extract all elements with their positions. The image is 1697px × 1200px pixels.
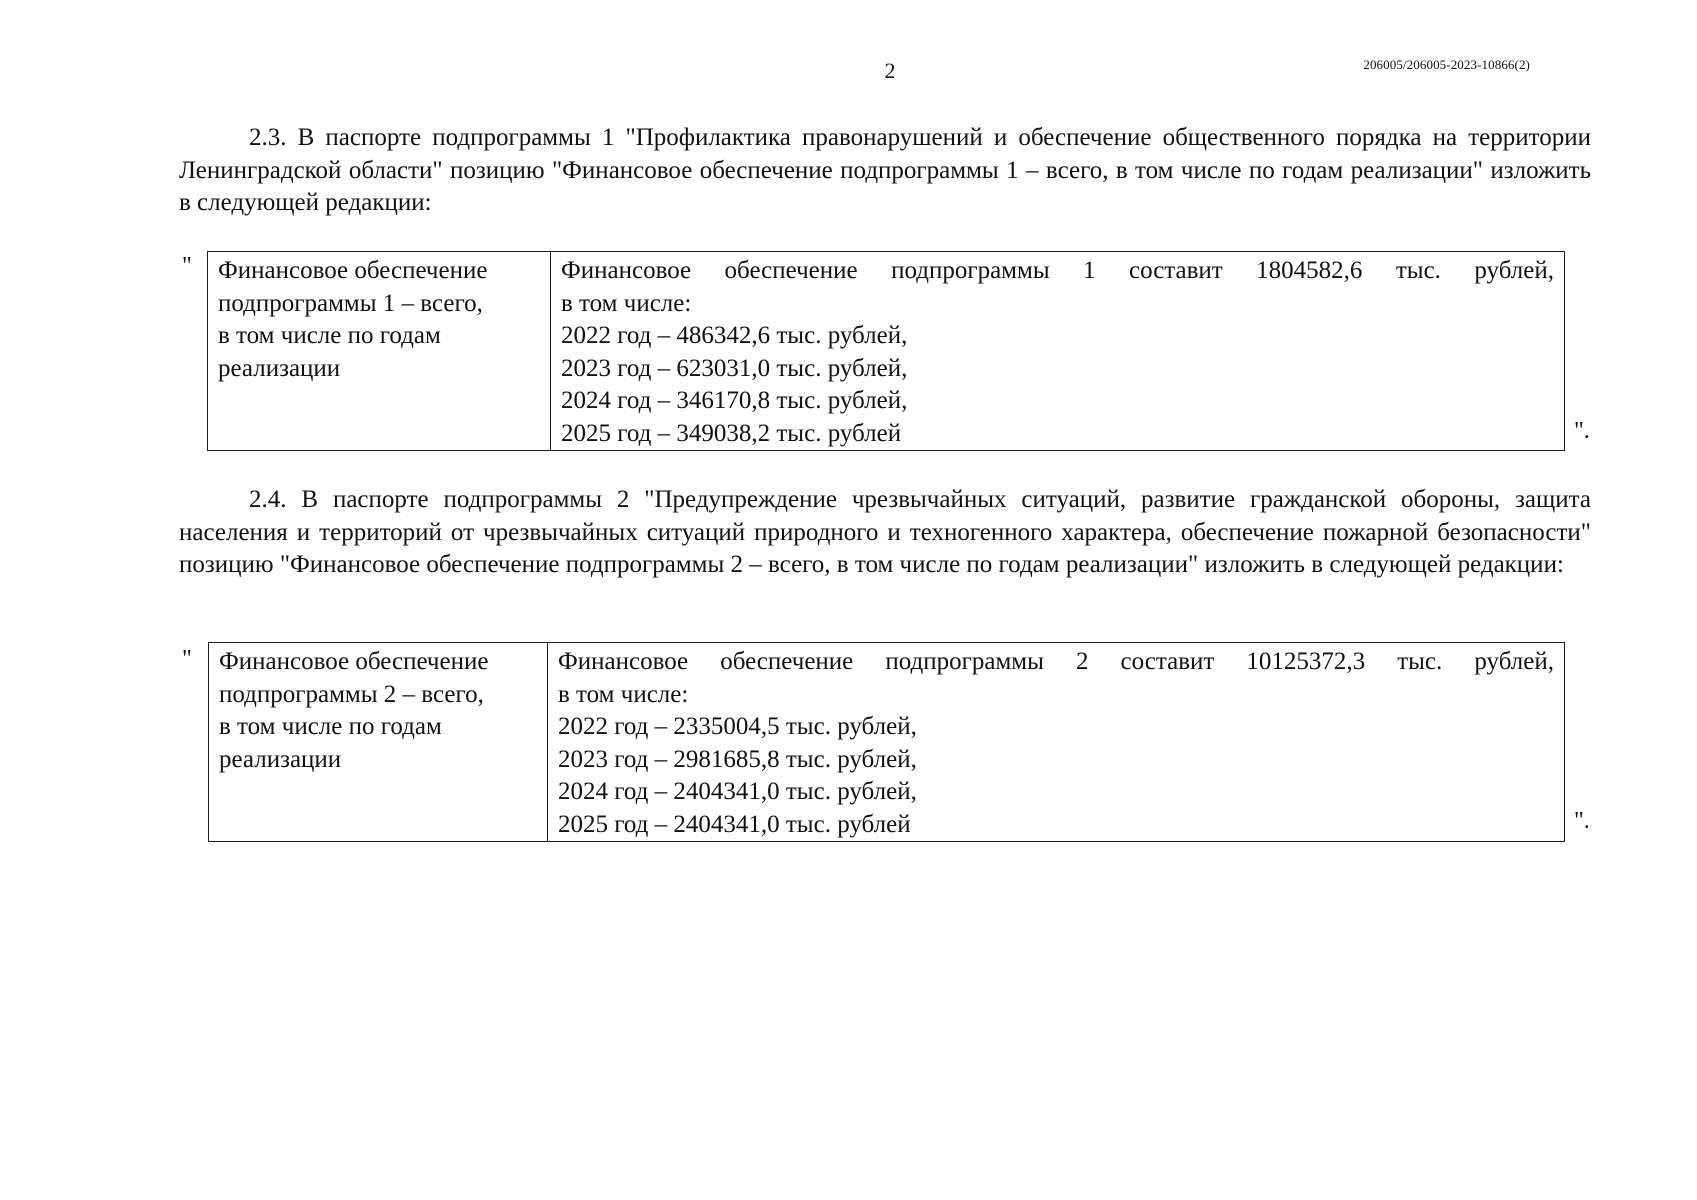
body-line-year: 2024 год – 2404341,0 тыс. рублей, <box>558 778 917 805</box>
table-value-cell <box>548 643 1565 842</box>
label-line: Финансовое обеспечение <box>218 257 488 284</box>
body-line: в том числе: <box>558 680 689 708</box>
document-id: 206005/206005-2023-10866(2) <box>1363 57 1530 72</box>
body-line-year: 2024 год – 346170,8 тыс. рублей, <box>561 387 908 414</box>
table-row <box>209 643 1565 842</box>
financing-table-subprogram-1 <box>207 251 1565 451</box>
page-number: 2 <box>884 58 896 83</box>
label-line: в том числе по годам <box>219 713 442 740</box>
label-line: Финансовое обеспечение <box>219 648 489 675</box>
body-line-year: 2023 год – 623031,0 тыс. рублей, <box>561 354 908 382</box>
body-line-year: 2022 год – 486342,6 тыс. рублей, <box>561 322 908 349</box>
quote-close-mark: ". <box>1574 808 1590 834</box>
quote-open-mark: " <box>182 253 192 279</box>
table-label-cell <box>209 643 548 842</box>
table-row <box>208 252 1565 451</box>
quote-open-mark: " <box>182 646 192 672</box>
label-line: подпрограммы 2 – всего, <box>219 680 484 708</box>
label-line: реализации <box>219 745 342 773</box>
label-line: подпрограммы 1 – всего, <box>218 289 483 317</box>
body-line-year: 2025 год – 2404341,0 тыс. рублей <box>558 810 911 838</box>
financing-table-subprogram-2 <box>208 642 1565 842</box>
body-line: в том числе: <box>561 289 692 317</box>
body-line-year: 2022 год – 2335004,5 тыс. рублей, <box>558 713 917 740</box>
label-line: в том числе по годам <box>218 322 441 349</box>
paragraph-2-4: 2.4. В паспорте подпрограммы 2 "Предупреждение чрезвычайных ситуаций, развитие гражданской обороны, защита населения и территорий от чрезвычайных ситуаций природного и техногенного характера, обеспечение пожарной безопасности" позицию "Финансовое обеспечение подпрограммы 2 – всего, в том числе по годам реализации" изложить в следующей редакции: <box>179 486 1591 578</box>
paragraph-2-3: 2.3. В паспорте подпрограммы 1 "Профилактика правонарушений и обеспечение общественного порядка на территории Ленинградской области" позицию "Финансовое обеспечение подпрограммы 1 – всего, в том числе по годам реализации" изложить в следующей редакции: <box>179 124 1591 216</box>
label-line: реализации <box>218 354 341 382</box>
quote-close-mark: ". <box>1574 418 1590 444</box>
table-value-cell <box>551 252 1565 451</box>
body-line-total: Финансовое обеспечение подпрограммы 2 составит 10125372,3 тыс. рублей, <box>558 648 1554 675</box>
body-line-year: 2023 год – 2981685,8 тыс. рублей, <box>558 745 917 773</box>
table-label-cell <box>208 252 551 451</box>
body-line-year: 2025 год – 349038,2 тыс. рублей <box>561 419 902 447</box>
body-line-total: Финансовое обеспечение подпрограммы 1 составит 1804582,6 тыс. рублей, <box>561 257 1554 284</box>
